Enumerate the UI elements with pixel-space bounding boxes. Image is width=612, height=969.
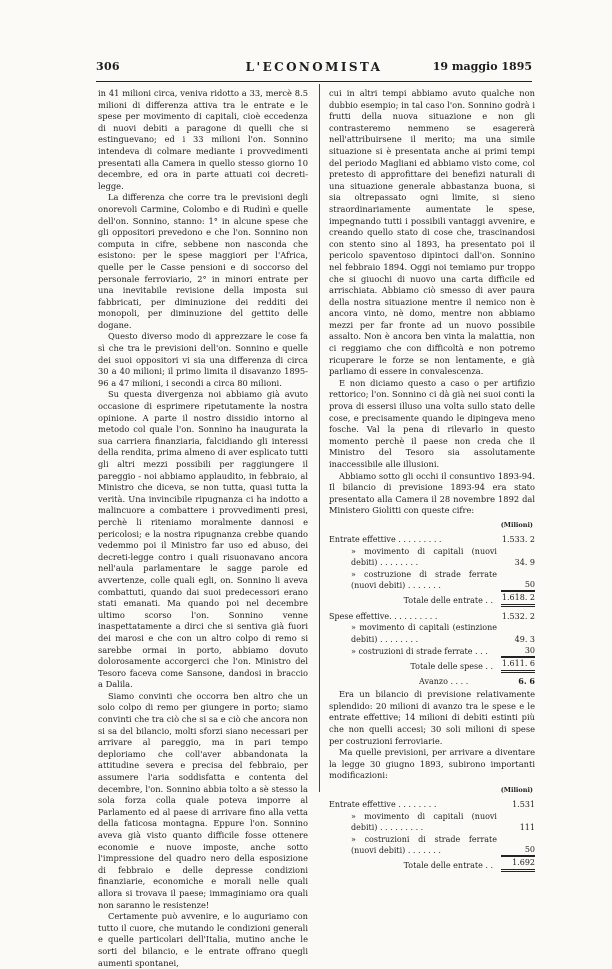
budget-table-1893-94 (329, 520, 535, 687)
table-unit: (Milioni) (500, 786, 533, 794)
paragraph: in 41 milioni circa, veniva ridotto a 33, mercè 8.5 milioni di differenza attiva tra le entrate e le spese per movimento di capitali, cioè eccedenza di nuovi debiti a paragone di quelli che si estinguevano; ed i 33 milioni l'on. Sonnino intendeva di colmare mediante i provvedimenti presentati alla Camera in quello stesso giorno 10 decembre, ed ora in parte attuati coi decreti-legge. (98, 88, 308, 191)
paragraph: cui in altri tempi abbiamo avuto qualche non dubbio esempio; in tal caso l'on. Sonnino godrà i frutti della nuova situazione e non gli contrasteremo nemmeno se esagererà nell'attribuirsene il merito; ma una simile situazione si è presentata anche ai primi tempi del periodo Magliani ed abbiamo visto come, col pretesto di approfittare dei benefizi naturali di una situazione generale abbastanza buona, si sia oltrepassato ogni limite, si sieno straordinariamente aumentate le spese, impegnando tutti i possibili vantaggi avvenire, e creando quello stato di cose che, trascinandosi con stento sino al 1893, ha presentato poi il pericolo spaventoso dipintoci dall'on. Sonnino nel febbraio 1894. Oggi noi temiamo pur troppo che si giuochi di nuovo una carta difficile ed arrischiata. Abbiamo ciò smesso di aver paura della nostra situazione mentre il nemico non è ancora vinto, nè domo, mentre non abbiamo mezzi per far fronte ad un nuovo possibile assalto. Non è ancora ben vinta la malattia, non ci reggiamo che con difficoltà e non potremo ricuperare le forze se non lentamente, e già parliamo di essere in convalescenza. (329, 88, 535, 377)
table-unit: (Milioni) (500, 520, 533, 529)
paragraph: E non diciamo questo a caso o per artifizio rettorico; l'on. Sonnino ci dà già nei suoi conti la prova di essersi illuso una volta sullo stato delle cose, e precisamente quando le dipingeva meno fosche. Val la pena di rilevarlo in questo momento perchè il paese non creda che il Ministro del Tesoro sia assolutamente inaccessibile alle illusioni. (329, 377, 535, 469)
issue-date: 19 maggio 1895 (432, 60, 532, 73)
page-number: 306 (96, 60, 120, 73)
paragraph: Era un bilancio di previsione relativamente splendido: 20 milioni di avanzo tra le spese e le entrate effettive; 14 milioni di debiti estinti più che non quelli accesi; 30 soli milioni di spese per costruzioni ferroviarie. (329, 689, 535, 746)
table-total-row: Totale delle spese . . 1.611. 6 (410, 659, 535, 672)
page-header (96, 60, 532, 76)
table-total-row: Totale delle entrate . . 1.692 (403, 858, 535, 871)
paragraph: Siamo convinti che occorra ben altro che un solo colpo di remo per giungere in porto; siamo convinti che tra ciò che si sa e ciò che ancora non si sa del bilancio, molti sforzi siano necessari per arrivare al pareggio, ma in pari tempo deploriamo che coll'aver abbandonata la attitudine severa e precisa del febbraio, per assumere l'aria soddisfatta e contenta del decembre, l'on. Sonnino abbia tolto a sè stesso la sola forza colla quale poteva imporre al Parlamento ed al paese di arrivare fino alla vetta della faticosa montagna. Eppure l'on. Sonnino aveva già visto quanto difficile fosse ottenere economie e nuove imposte, anche sotto l'impressione del quadro nero della esposizione di febbraio e delle depresse condizioni finanziarie, economiche e morali nelle quali allora si trovava il paese; immaginiamo ora quali non saranno le resistenze! (98, 690, 308, 910)
table-row: Entrate effettive . . . . . . . . 1.531 (329, 800, 535, 810)
header-rule (96, 81, 532, 82)
table-row: » movimento di capitali (estinzione debiti) . . . . . . . . 49. 3 (351, 623, 535, 644)
table-row: » costruzione di strade ferrate (nuovi debiti) . . . . . . . 50 (351, 569, 535, 590)
left-column (98, 88, 308, 969)
paragraph: La differenza che corre tra le previsioni degli onorevoli Carmine, Colombo e di Rudinì e quelle dell'on. Sonnino, stanno: 1° in alcune spese che gli oppositori prevedono e che l'on. Sonnino non computa in cifre, sebbene non nasconda che esistono: per le spese maggiori per l'Africa, quelle per le Casse pensioni e di soccorso del personale ferroviario, 2° in minori entrate per una inevitabile revisione della imposta sui fabbricati, per diminuzione dei redditi dei monopoli, per diminuzione del gettito delle dogane. (98, 192, 308, 330)
journal-title: L'ECONOMISTA (245, 60, 383, 74)
paragraph: Ma quelle previsioni, per arrivare a diventare la legge 30 giugno 1893, subirono importanti modificazioni: (329, 747, 535, 781)
paragraph: Su questa divergenza noi abbiamo già avuto occasione di esprimere ripetutamente la nostra opinione. A parte il nostro dissidio intorno al metodo col quale l'on. Sonnino ha inaugurata la sua carriera finanziaria, falcidiando gli interessi della rendita, prima almeno di aver esplicato tutti gli altri mezzi possibili per raggiungere il pareggio - noi abbiamo applaudito, in febbraio, al Ministro che diceva, se non tutta, quasi tutta la verità. Una invincibile ripugnanza ci ha indotto a malincuore a combattere i provvedimenti presi, perchè li riteniamo moralmente dannosi e pericolosi; e la nostra ripugnanza crebbe quando vedemmo poi il Ministro far uso ed abuso, dei decreti-legge contro i quali risuonavano ancora nell'aula parlamentare le sagge parole ed avvertenze, colle quali egli, on. Sonnino li aveva combattuti, quando dai suoi predecessori erano stati emanati. Ma quando poi nel decembre ultimo scorso l'on. Sonnino venne inaspettatamente a dirci che si sentiva già fuori dei marosi e che con un altro colpo di remo si sarebbe ormai in porto, abbiamo dovuto dolorosamente accorgerci che l'on. Ministro del Tesoro faceva come Sansone, dandosi in braccio a Dalila. (98, 389, 308, 690)
table-row: » costruzioni di strade ferrate . . . 30 (351, 646, 535, 657)
paragraph: Certamente può avvenire, e lo auguriamo con tutto il cuore, che mutando le condizioni generali e quelle particolari dell'Italia, mutino anche le sorti del bilancio, e le entrate offrano quegli aumenti spontanei, (98, 911, 308, 968)
table-row: » costruzioni di strade ferrate (nuovi debiti) . . . . . . . 50 (351, 834, 535, 856)
table-total-row: Totale delle entrate . . 1.618. 2 (403, 593, 535, 606)
table-row: » movimento di capitali (nuovi debiti) . . . . . . . . 34. 9 (351, 546, 535, 568)
table-row: Entrate effettive . . . . . . . . . 1.533. 2 (329, 535, 535, 545)
table-avanzo-row: Avanzo . . . . 6. 6 (419, 675, 535, 686)
budget-table-law-1893 (329, 785, 535, 872)
paragraph: Abbiamo sotto gli occhi il consuntivo 1893-94. Il bilancio di previsione 1893-94 era stato presentato alla Camera il 28 novembre 1892 dal Ministero Giolitti con queste cifre: (329, 470, 535, 516)
table-row: » movimento di capitali (nuovi debiti) . . . . . . . . . 111 (351, 811, 535, 833)
table-row: Spese effettive. . . . . . . . . . 1.532. 2 (329, 611, 535, 621)
column-divider (319, 84, 320, 792)
paragraph: Questo diverso modo di apprezzare le cose fa sì che tra le previsioni dell'on. Sonnino e quelle dei suoi oppositori vi sia una differenza di circa 30 a 40 milioni; il primo limita il disavanzo 1895-96 a 47 milioni, i secondi a circa 80 milioni. (98, 331, 308, 388)
right-column (329, 88, 535, 874)
